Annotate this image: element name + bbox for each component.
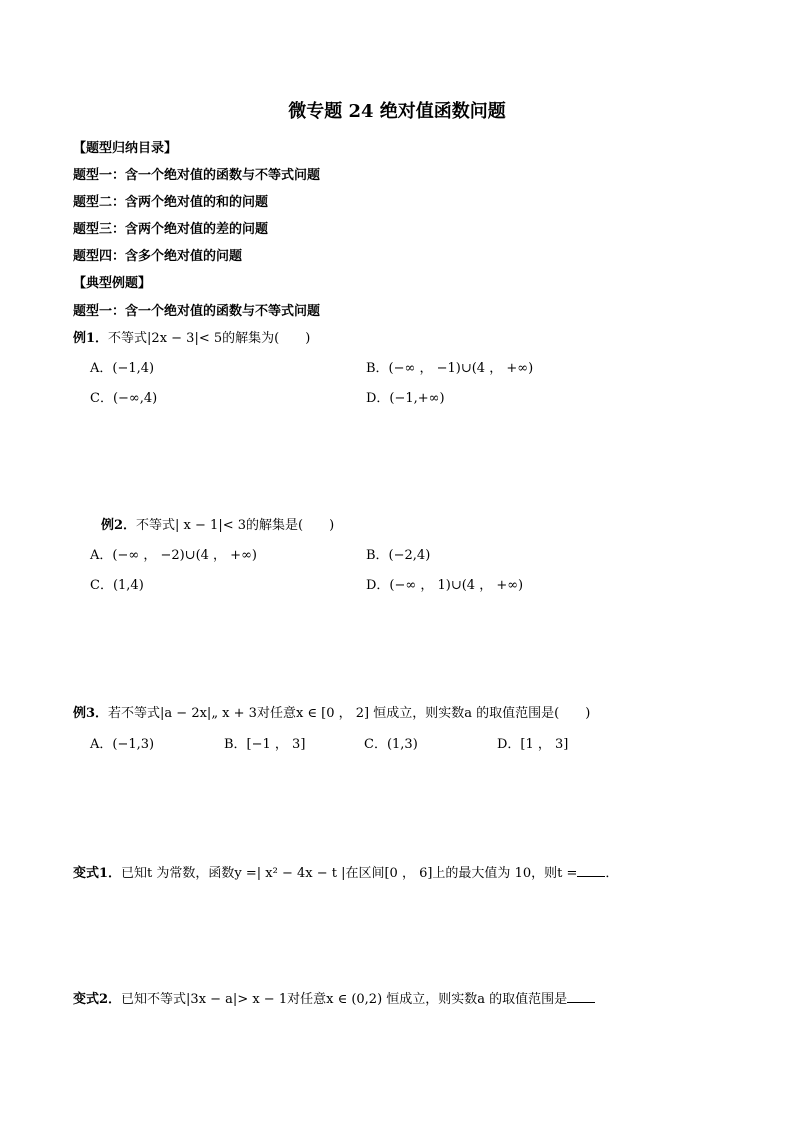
example-3-question (73, 702, 590, 721)
example-1-option-d: D．(−1,+∞) (366, 391, 445, 406)
example-1-stem: 不等式|2x − 3|< 5的解集为( ) (108, 331, 311, 346)
toc-item-4: 题型四：含多个绝对值的问题 (73, 249, 243, 264)
variant-1-question (73, 862, 618, 881)
page-title: 微专题 24 绝对值函数问题 (288, 101, 506, 122)
section-1-title: 题型一：含一个绝对值的函数与不等式问题 (73, 304, 321, 319)
example-1-option-b: B．(−∞ ， −1)∪(4 ， +∞) (366, 361, 534, 376)
example-2-option-b: B．(−2,4) (366, 548, 431, 563)
variant-2-label: 变式2． (73, 992, 122, 1007)
toc-item-2: 题型二：含两个绝对值的和的问题 (73, 195, 269, 210)
variant-1-answer-blank[interactable] (577, 864, 605, 877)
example-1-label: 例1． (73, 331, 109, 346)
example-2-option-a: A．(−∞ ， −2)∪(4 ， +∞) (90, 548, 257, 563)
example-1-option-c: C．(−∞,4) (90, 391, 158, 406)
examples-heading: 【典型例题】 (73, 276, 152, 291)
example-3-option-d: D．[1 ， 3] (497, 737, 569, 752)
example-2-option-d: D．(−∞ ， 1)∪(4 ， +∞) (366, 578, 524, 593)
example-3-option-a: A．(−1,3) (90, 737, 155, 752)
variant-2-answer-blank[interactable] (567, 990, 595, 1003)
toc-heading: 【题型归纳目录】 (73, 141, 178, 156)
example-2-stem: 不等式| x − 1|< 3的解集是( ) (136, 518, 335, 533)
variant-2-question (73, 988, 595, 1007)
variant-2-stem: 已知不等式|3x − a|> x − 1对任意x ∈ (0,2) 恒成立，则实数a 的取值范围是 (121, 992, 568, 1007)
example-2-option-c: C．(1,4) (90, 578, 144, 593)
toc-item-1: 题型一：含一个绝对值的函数与不等式问题 (73, 168, 321, 183)
example-3-label: 例3． (73, 706, 109, 721)
example-3-stem: 若不等式|a − 2x|„ x + 3对任意x ∈ [0 ， 2] 恒成立，则实数a 的取值范围是( ) (108, 706, 591, 721)
example-2-label: 例2． (101, 518, 137, 533)
example-3-option-b: B．[−1 ， 3] (224, 737, 306, 752)
variant-1-end: ． (605, 866, 619, 881)
variant-1-stem: 已知t 为常数，函数y =| x² − 4x − t |在区间[0 ， 6]上的最大值为 10，则t = (121, 866, 578, 881)
toc-item-3: 题型三：含两个绝对值的差的问题 (73, 222, 269, 237)
example-2-question (101, 514, 334, 533)
example-1-question (73, 327, 310, 346)
variant-1-label: 变式1． (73, 866, 122, 881)
example-3-option-c: C．(1,3) (364, 737, 418, 752)
example-1-option-a: A．(−1,4) (90, 361, 155, 376)
